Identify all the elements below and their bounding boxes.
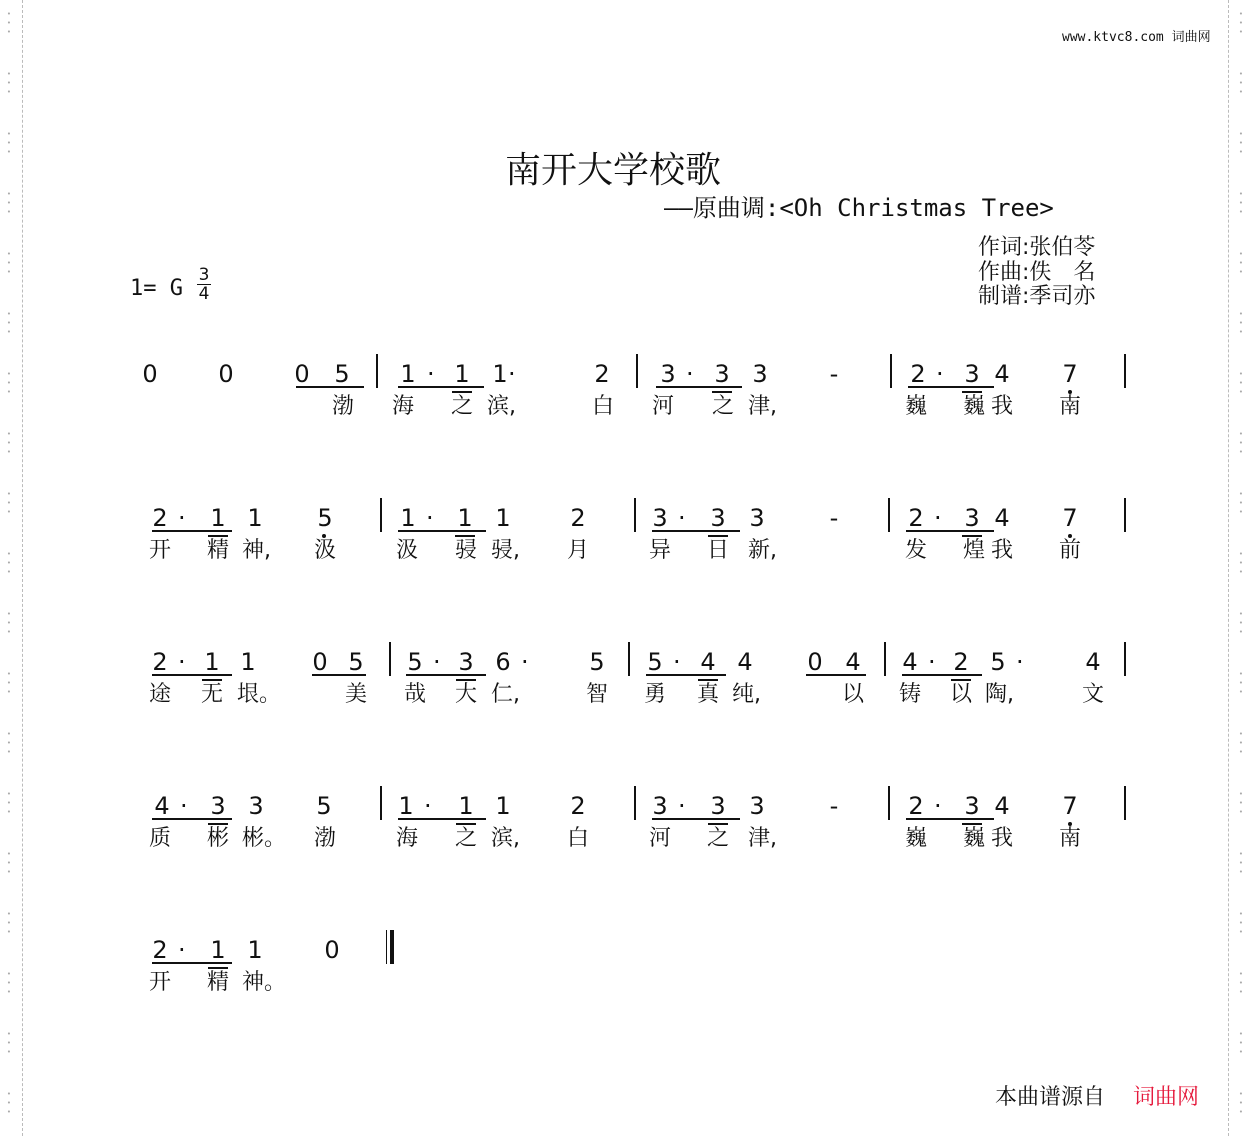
- beam-underline: [406, 674, 486, 676]
- watermark-mark: • • •: [1238, 70, 1244, 96]
- score-note: 1: [247, 504, 263, 532]
- beam-underline: [296, 386, 364, 388]
- score-note: 3: [248, 792, 264, 820]
- beam-underline: [398, 386, 484, 388]
- augmentation-dot: ·: [178, 648, 186, 676]
- bar-line: [389, 642, 391, 676]
- augmentation-dot: ·: [936, 360, 944, 388]
- bar-line: [628, 642, 630, 676]
- site-url[interactable]: www.ktvc8.com 词曲网: [1062, 30, 1211, 45]
- score-note: 2: [570, 504, 586, 532]
- lyric-char: 河: [648, 826, 671, 851]
- score-note: 0: [312, 648, 328, 676]
- lyric-char: 质: [148, 826, 171, 851]
- lyric-char: 渤: [331, 394, 354, 419]
- score-note: 1: [204, 648, 220, 676]
- beam-underline-second: [698, 679, 718, 681]
- watermark-mark: • • •: [6, 610, 12, 636]
- lyric-char: 日: [706, 538, 729, 563]
- beam-underline: [902, 674, 982, 676]
- watermark-mark: • • •: [1238, 790, 1244, 816]
- lyric-char: 骎,: [491, 538, 520, 563]
- watermark-mark: • • •: [1238, 310, 1244, 336]
- lyric-char: 河: [651, 394, 674, 419]
- lyric-char: 骎: [454, 538, 477, 563]
- augmentation-dot: ·: [424, 792, 432, 820]
- watermark-mark: • • •: [6, 730, 12, 756]
- low-octave-dot: [1068, 822, 1072, 826]
- lyric-char: 海: [391, 394, 414, 419]
- lyric-char: 途: [148, 682, 171, 707]
- score-note: 4: [845, 648, 861, 676]
- lyric-char: 彬。: [242, 826, 287, 851]
- watermark-mark: • • •: [6, 670, 12, 696]
- score-note: 3: [964, 792, 980, 820]
- lyric-char: 滨,: [487, 394, 516, 419]
- lyric-char: 神,: [242, 538, 271, 563]
- watermark-mark: • • •: [1238, 670, 1244, 696]
- beam-underline: [652, 818, 740, 820]
- beam-underline-second: [962, 535, 982, 537]
- time-signature-bottom: 4: [198, 284, 210, 304]
- lyric-char: 勇: [643, 682, 666, 707]
- score-note: 5: [589, 648, 605, 676]
- lyric-char: 我: [990, 394, 1013, 419]
- lyric-char: 巍: [962, 826, 985, 851]
- bar-line: [376, 354, 378, 388]
- beam-underline: [152, 674, 232, 676]
- lyric-char: 以: [949, 682, 972, 707]
- score-note: 2: [152, 648, 168, 676]
- lyric-char: 津,: [748, 826, 777, 851]
- song-title: 南开大学校歌: [505, 150, 722, 191]
- watermark-mark: • • •: [6, 490, 12, 516]
- watermark-mark: • • •: [6, 250, 12, 276]
- low-octave-dot: [322, 534, 326, 538]
- lyric-char: 铸: [898, 682, 921, 707]
- score-note: 0: [294, 360, 310, 388]
- watermark-mark: • • •: [6, 310, 12, 336]
- score-note: 3: [752, 360, 768, 388]
- score-note: 2: [570, 792, 586, 820]
- lyric-char: 津,: [748, 394, 777, 419]
- score-note: 1: [240, 648, 256, 676]
- lyric-char: 开: [148, 970, 171, 995]
- lyric-char: 南: [1058, 826, 1081, 851]
- score-note: 1: [210, 504, 226, 532]
- augmentation-dot: ·: [673, 648, 681, 676]
- score-note: 3: [710, 792, 726, 820]
- beam-underline-second: [208, 535, 228, 537]
- augmentation-dot: ·: [686, 360, 694, 388]
- score-note: 5: [647, 648, 663, 676]
- beam-underline: [906, 818, 994, 820]
- score-note: 4: [994, 360, 1010, 388]
- beam-underline-second: [456, 823, 476, 825]
- lyric-char: 巍: [962, 394, 985, 419]
- lyric-char: 精: [206, 970, 229, 995]
- score-note: 2: [910, 360, 926, 388]
- watermark-mark: • • •: [1238, 190, 1244, 216]
- watermark-mark: • • •: [1238, 10, 1244, 36]
- bar-line: [1124, 642, 1126, 676]
- lyric-char: 南: [1058, 394, 1081, 419]
- watermark-mark: • • •: [1238, 970, 1244, 996]
- score-note: 5: [990, 648, 1006, 676]
- watermark-mark: • • •: [1238, 430, 1244, 456]
- lyric-char: 无: [200, 682, 223, 707]
- score-note: 7: [1062, 360, 1078, 388]
- score-note: 1: [398, 792, 414, 820]
- score-note: 2: [908, 504, 924, 532]
- beam-underline-second: [456, 679, 476, 681]
- lyric-char: 大: [454, 682, 477, 707]
- lyric-char: 海: [395, 826, 418, 851]
- watermark-mark: • • •: [1238, 490, 1244, 516]
- watermark-mark: • • •: [6, 850, 12, 876]
- watermark-mark: • • •: [6, 130, 12, 156]
- time-signature: [196, 266, 212, 303]
- watermark-mark: • • •: [6, 970, 12, 996]
- score-note: 7: [1062, 792, 1078, 820]
- augmentation-dot: ·: [1016, 648, 1024, 676]
- watermark-mark: • • •: [1238, 1090, 1244, 1116]
- lyric-char: 智: [585, 682, 608, 707]
- bar-line: [634, 498, 636, 532]
- augmentation-dot: ·: [934, 504, 942, 532]
- source-site-link[interactable]: 词曲网: [1133, 1085, 1200, 1110]
- watermark-mark: • • •: [6, 10, 12, 36]
- lyric-char: 前: [1058, 538, 1081, 563]
- score-note: 4: [1085, 648, 1101, 676]
- lyric-char: 渤: [313, 826, 336, 851]
- lyric-char: 汲: [313, 538, 336, 563]
- augmentation-dot: ·: [678, 792, 686, 820]
- key-signature: 1= G: [130, 276, 183, 301]
- beam-underline-second: [962, 391, 982, 393]
- watermark-mark: • • •: [1238, 550, 1244, 576]
- lyric-char: 之: [711, 394, 734, 419]
- watermark-mark: • • •: [6, 550, 12, 576]
- score-note: 3: [714, 360, 730, 388]
- lyric-char: 新,: [748, 538, 777, 563]
- augmentation-dot: ·: [178, 936, 186, 964]
- beam-underline-second: [962, 823, 982, 825]
- lyric-char: 月: [566, 538, 589, 563]
- beam-underline-second: [202, 679, 222, 681]
- score-note: 1: [400, 360, 416, 388]
- lyric-char: 神。: [242, 970, 287, 995]
- watermark-mark: • • •: [6, 1030, 12, 1056]
- beam-underline-second: [208, 823, 228, 825]
- score-note: 0: [324, 936, 340, 964]
- source-label: 本曲谱源自: [995, 1085, 1106, 1110]
- score-note: 1: [454, 360, 470, 388]
- watermark-mark: • • •: [1238, 850, 1244, 876]
- score-note: 3: [652, 792, 668, 820]
- score-note: 4: [994, 504, 1010, 532]
- bar-line: [888, 786, 890, 820]
- score-note: 2: [908, 792, 924, 820]
- score-note: 5: [317, 504, 333, 532]
- lyric-char: 彬: [206, 826, 229, 851]
- lyric-char: 纯,: [732, 682, 761, 707]
- lyricist-credit: 作词:张伯苓: [978, 235, 1096, 260]
- bar-line: [636, 354, 638, 388]
- beam-underline: [398, 818, 486, 820]
- score-note: 1: [247, 936, 263, 964]
- score-note: 3: [749, 504, 765, 532]
- watermark-mark: • • •: [1238, 1030, 1244, 1056]
- score-note: 4: [902, 648, 918, 676]
- lyric-char: 美: [344, 682, 367, 707]
- score-note: -: [829, 360, 839, 388]
- bar-line: [1124, 786, 1126, 820]
- score-note: 2: [953, 648, 969, 676]
- right-border: [1228, 0, 1229, 1136]
- bar-line: [888, 498, 890, 532]
- augmentation-dot: ·: [508, 360, 516, 388]
- lyric-char: 真: [696, 682, 719, 707]
- watermark-mark: • • •: [6, 370, 12, 396]
- lyric-char: 我: [990, 826, 1013, 851]
- lyric-char: 之: [454, 826, 477, 851]
- lyric-char: 汲: [395, 538, 418, 563]
- augmentation-dot: ·: [180, 792, 188, 820]
- score-note: 5: [334, 360, 350, 388]
- watermark-mark: • • •: [6, 430, 12, 456]
- watermark-mark: • • •: [6, 190, 12, 216]
- watermark-mark: • • •: [1238, 610, 1244, 636]
- beam-underline-second: [208, 967, 228, 969]
- score-note: 4: [994, 792, 1010, 820]
- augmentation-dot: ·: [178, 504, 186, 532]
- beam-underline: [806, 674, 866, 676]
- lyric-char: 煌: [962, 538, 985, 563]
- score-note: 1: [210, 936, 226, 964]
- score-note: 5: [348, 648, 364, 676]
- augmentation-dot: ·: [678, 504, 686, 532]
- lyric-char: 以: [841, 682, 864, 707]
- score-note: 3: [749, 792, 765, 820]
- augmentation-dot: ·: [934, 792, 942, 820]
- lyric-char: 垠。: [237, 682, 282, 707]
- lyric-char: 文: [1081, 682, 1104, 707]
- lyric-char: 巍: [904, 394, 927, 419]
- beam-underline-second: [708, 535, 728, 537]
- lyric-char: 哉: [403, 682, 426, 707]
- bar-line: [890, 354, 892, 388]
- score-note: 2: [594, 360, 610, 388]
- bar-line: [634, 786, 636, 820]
- lyric-char: 仁,: [491, 682, 520, 707]
- beam-underline: [656, 386, 742, 388]
- low-octave-dot: [1068, 390, 1072, 394]
- low-octave-dot: [1068, 534, 1072, 538]
- score-note: 0: [218, 360, 234, 388]
- score-note: 3: [964, 360, 980, 388]
- score-note: 5: [316, 792, 332, 820]
- bar-line: [380, 498, 382, 532]
- lyric-char: 开: [148, 538, 171, 563]
- lyric-char: 发: [904, 538, 927, 563]
- beam-underline-second: [452, 391, 472, 393]
- song-subtitle: ——原曲调:<Oh Christmas Tree>: [664, 194, 1054, 222]
- watermark-mark: • • •: [1238, 370, 1244, 396]
- score-note: 4: [154, 792, 170, 820]
- watermark-mark: • • •: [1238, 250, 1244, 276]
- score-note: 3: [458, 648, 474, 676]
- lyric-char: 我: [990, 538, 1013, 563]
- watermark-mark: • • •: [6, 790, 12, 816]
- score-note: 1: [457, 504, 473, 532]
- lyric-char: 白: [566, 826, 589, 851]
- beam-underline-second: [455, 535, 475, 537]
- composer-credit: 作曲:佚 名: [978, 260, 1096, 285]
- bar-line: [380, 786, 382, 820]
- bar-line: [1124, 498, 1126, 532]
- watermark-mark: • • •: [6, 910, 12, 936]
- score-note: 1: [495, 792, 511, 820]
- watermark-mark: • • •: [1238, 730, 1244, 756]
- augmentation-dot: ·: [433, 648, 441, 676]
- score-note: 1: [458, 792, 474, 820]
- arranger-credit: 制谱:季司亦: [978, 284, 1096, 309]
- score-note: 2: [152, 936, 168, 964]
- bar-line: [884, 642, 886, 676]
- score-note: 1: [400, 504, 416, 532]
- score-note: 4: [700, 648, 716, 676]
- lyric-char: 之: [450, 394, 473, 419]
- score-note: 2: [152, 504, 168, 532]
- lyric-char: 滨,: [491, 826, 520, 851]
- score-note: -: [829, 792, 839, 820]
- score-note: 1: [492, 360, 508, 388]
- augmentation-dot: ·: [521, 648, 529, 676]
- score-note: 3: [652, 504, 668, 532]
- beam-underline: [908, 386, 994, 388]
- beam-underline: [152, 818, 232, 820]
- score-note: 3: [964, 504, 980, 532]
- beam-underline-second: [951, 679, 971, 681]
- lyric-char: 精: [206, 538, 229, 563]
- watermark-mark: • • •: [6, 1090, 12, 1116]
- beam-underline: [152, 962, 232, 964]
- beam-underline: [152, 530, 232, 532]
- lyric-char: 巍: [904, 826, 927, 851]
- score-note: 3: [710, 504, 726, 532]
- final-bar-thick: [390, 930, 394, 964]
- bar-line: [1124, 354, 1126, 388]
- score-note: 5: [407, 648, 423, 676]
- beam-underline: [652, 530, 740, 532]
- score-note: 3: [660, 360, 676, 388]
- score-note: 0: [142, 360, 158, 388]
- score-note: 6: [495, 648, 511, 676]
- lyric-char: 异: [648, 538, 671, 563]
- augmentation-dot: ·: [426, 504, 434, 532]
- watermark-mark: • • •: [1238, 910, 1244, 936]
- lyric-char: 白: [591, 394, 614, 419]
- beam-underline: [906, 530, 994, 532]
- score-note: 1: [495, 504, 511, 532]
- score-note: 0: [807, 648, 823, 676]
- lyric-char: 之: [706, 826, 729, 851]
- score-note: -: [829, 504, 839, 532]
- final-bar-thin: [386, 930, 387, 964]
- score-note: 4: [737, 648, 753, 676]
- left-border: [22, 0, 23, 1136]
- watermark-mark: • • •: [1238, 130, 1244, 156]
- beam-underline-second: [708, 823, 728, 825]
- beam-underline-second: [712, 391, 732, 393]
- beam-underline: [398, 530, 486, 532]
- watermark-mark: • • •: [6, 70, 12, 96]
- beam-underline: [646, 674, 726, 676]
- score-note: 3: [210, 792, 226, 820]
- time-signature-top: 3: [198, 265, 210, 285]
- augmentation-dot: ·: [427, 360, 435, 388]
- beam-underline: [312, 674, 366, 676]
- augmentation-dot: ·: [928, 648, 936, 676]
- lyric-char: 陶,: [985, 682, 1014, 707]
- score-note: 7: [1062, 504, 1078, 532]
